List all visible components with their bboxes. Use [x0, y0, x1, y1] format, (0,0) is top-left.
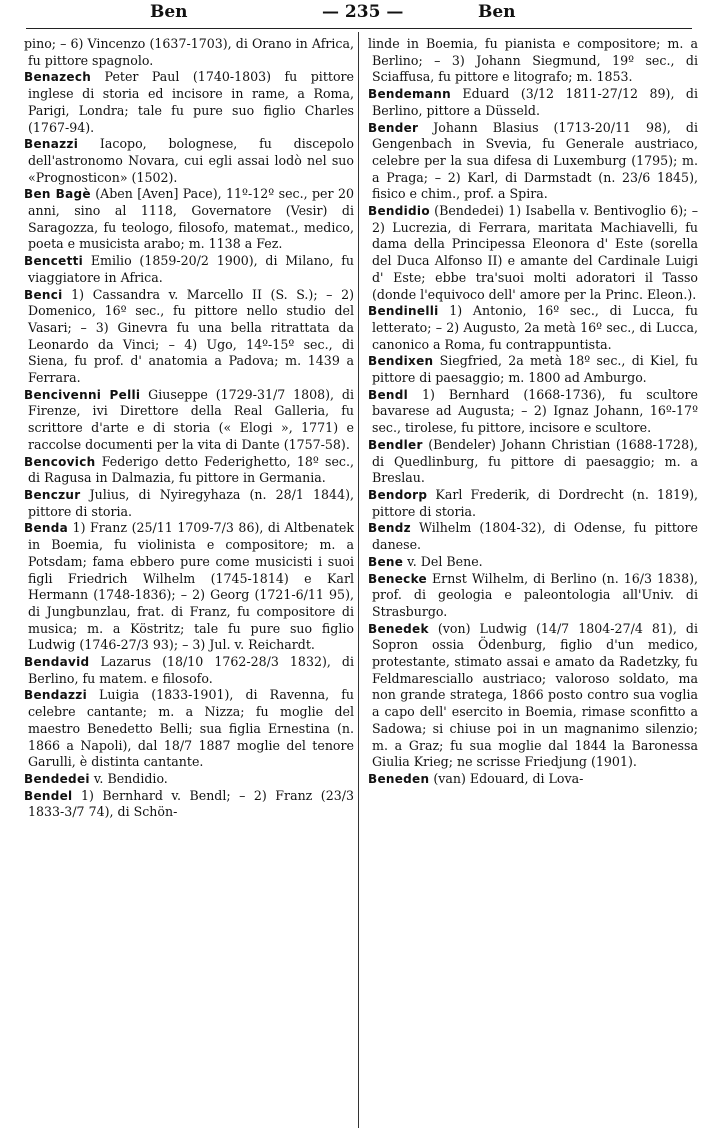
headword: Benda	[24, 521, 69, 536]
entry	[368, 520, 698, 553]
running-head-right: Ben	[478, 2, 516, 22]
entry	[24, 654, 354, 687]
headword: Bendorp	[368, 487, 428, 502]
headword: Benczur	[24, 487, 81, 502]
entry-text: Johann Blasius (1713-20/11 98), di Gengenbach in Svevia, fu Generale austriaco, celebre per la sua difesa di Luxemburg (1795); m. a Praga; – 2) Karl, di Darmstadt (n. 23/6 1845), fisico e chim., prof. a Spira.	[372, 119, 698, 202]
entry-text: (Bendeler) Johann Christian (1688-1728), di Quedlinburg, fu pittore di paesaggio; m. a Breslau.	[372, 436, 698, 486]
entry-text: 1) Franz (25/11 1709-7/3 86), di Altbenatek in Boemia, fu violinista e compositore; m. a Potsdam; fama ebbero pure come musicisti i suoi figli Friedrich Wilhelm (1745-1814) e Karl Hermann (1748-1836); – 2) Georg (1721-6/11 95), di Jungbunzlau, frat. di Franz, fu compositore di musica; m. a Köstritz; tale fu pure suo figlio Ludwig (1746-27/3 93); – 3) Jul. v. Reichardt.	[28, 520, 354, 653]
left-column	[24, 36, 354, 1130]
headword: Bendemann	[368, 87, 451, 102]
entry-text: 1) Antonio, 16º sec., di Lucca, fu letterato; – 2) Augusto, 2a metà 16º sec., di Lucca, canonico a Roma, fu contrappuntista.	[372, 303, 698, 352]
entry-text: 1) Cassandra v. Marcello II (S. S.); – 2) Domenico, 16º sec., fu pittore nello studio del Vasari; – 3) Ginevra fu una bella ritrattata da Leonardo da Vinci; – 4) Ugo, 14º-15º sec., di Siena, fu prof. d' anatomia a Padova; m. 1439 a Ferrara.	[28, 286, 354, 386]
headword: Bendel	[24, 788, 73, 803]
entry-text: Lazarus (18/10 1762-28/3 1832), di Berlino, fu matem. e filosofo.	[28, 654, 354, 686]
entry-text: v. Bendidio.	[89, 770, 168, 786]
headword: Bendazzi	[24, 688, 87, 703]
entry	[24, 253, 354, 286]
entry	[368, 387, 698, 437]
headword: Bene	[368, 554, 404, 569]
entry	[368, 303, 698, 353]
headword: Bendz	[368, 521, 411, 536]
entry-text: Luigia (1833-1901), di Ravenna, fu celebre cantante; m. a Nizza; fu moglie del maestro Benedetto Belli; sua figlia Ernestina (n. 1866 a Napoli), dal 18/7 1887 moglie del tenore Garulli, è distinta cantante.	[28, 687, 354, 770]
headword: Benedek	[368, 621, 429, 636]
headword: Bendidio	[368, 204, 430, 219]
entry-text: 1) Bernhard v. Bendl; – 2) Franz (23/3 1833-3/7 74), di Schön-	[28, 787, 354, 820]
entry	[24, 69, 354, 136]
column-divider	[358, 32, 359, 1128]
entry-text: Iacopo, bolognese, fu discepolo dell'astronomo Novara, cui egli assai lodò nel suo «Prognosticon» (1502).	[28, 136, 354, 185]
entry-text: Peter Paul (1740-1803) fu pittore inglese di storia ed incisore in rame, a Roma, Parigi, Londra; tale fu pure suo figlio Charles (1767-94).	[28, 69, 354, 135]
page-header	[0, 0, 718, 28]
entry	[368, 353, 698, 386]
entry	[368, 571, 698, 621]
entry-text: (Aben [Aven] Pace), 11º-12º sec., per 20 anni, sino al 1118, Governatore (Vesir) di Saragozza, fu teologo, filosofo, matemat., medico, poeta e musicista arabo; m. 1138 a Fez.	[28, 186, 354, 252]
running-head-left: Ben	[150, 2, 188, 22]
headword: Bendedei	[24, 771, 90, 786]
entry-text: v. Del Bene.	[403, 553, 483, 569]
right-column	[368, 36, 698, 1130]
entry-text: Emilio (1859-20/2 1900), di Milano, fu viaggiatore in Africa.	[28, 253, 354, 285]
entry-text: Siegfried, 2a metà 18º sec., di Kiel, fu pittore di paesaggio; m. 1800 ad Amburgo.	[372, 353, 698, 386]
headword: Beneden	[368, 771, 430, 786]
entry	[368, 203, 698, 303]
headword: Benci	[24, 287, 63, 302]
headword: Bendinelli	[368, 304, 439, 319]
entry-text: (Bendedei) 1) Isabella v. Bentivoglio 6); – 2) Lucrezia, di Ferrara, maritata Machiavelli, fu dama della Principessa Eleonora d' Este (sorella del Duca Alfonso II) e amante del Cardinale Luigi d' Este; ebbe tra'suoi molti adoratori il Tasso (donde l'equivoco dell' amore per la Princ. Eleon.).	[372, 203, 698, 302]
entry	[24, 487, 354, 520]
headword: Bendavid	[24, 655, 90, 670]
entry	[24, 771, 354, 788]
headword: Bencivenni Pelli	[24, 387, 141, 402]
entry	[24, 136, 354, 186]
headword: Ben Bagè	[24, 187, 91, 202]
entry	[24, 520, 354, 654]
headword: Bendler	[368, 437, 423, 452]
entry-text: Wilhelm (1804-32), di Odense, fu pittore danese.	[372, 520, 698, 553]
entry	[368, 771, 698, 788]
entry-text: linde in Boemia, fu pianista e compositore; m. a Berlino; – 3) Johann Siegmund, 19º sec., di Sciaffusa, fu pittore e litografo; m. 1853.	[368, 36, 698, 85]
entry	[368, 554, 698, 571]
entry-text: Ernst Wilhelm, di Berlino (n. 16/3 1838), prof. di geologia e paleontologia all'Univ. di Strasburgo.	[372, 570, 698, 619]
entry-text: pino; – 6) Vincenzo (1637-1703), di Orano in Africa, fu pittore spagnolo.	[24, 36, 354, 68]
entry-text: Giuseppe (1729-31/7 1808), di Firenze, ivi Direttore della Real Galleria, fu scrittore d'arte e di storia (« Elogi », 1771) e raccolse documenti per la vita di Dante (1757-58).	[28, 386, 354, 452]
entry-text: (von) Ludwig (14/7 1804-27/4 81), di Sopron ossia Ödenburg, figlio d'un medico, protestante, stimato assai e amato da Radetzky, fu Feldmaresciallo austriaco; valoroso soldato, ma non grande stratega, 1866 posto contro sua voglia a capo dell' esercito in Boemia, rimase sconfitto a Sadowa; si chiuse poi in un magnanimo silenzio; m. a Graz; fu sua moglie dal 1844 la Baronessa Giulia Krieg; ne scrisse Friedjung (1901).	[372, 620, 698, 770]
entry	[368, 437, 698, 487]
headword: Bendixen	[368, 354, 434, 369]
entry	[368, 621, 698, 771]
entry	[368, 86, 698, 119]
headword: Benazech	[24, 70, 92, 85]
entry-text: Julius, di Nyiregyhaza (n. 28/1 1844), pittore di storia.	[28, 486, 354, 519]
headword: Bendl	[368, 387, 409, 402]
entry-text: (van) Edouard, di Lova-	[429, 770, 584, 786]
entry	[24, 36, 354, 69]
entry	[368, 487, 698, 520]
entry-text: 1) Bernhard (1668-1736), fu scultore bavarese ad Augusta; – 2) Ignaz Johann, 16º-17º sec., tirolese, fu pittore, incisore e scultore.	[372, 386, 698, 436]
headword: Bencovich	[24, 454, 96, 469]
header-rule	[26, 28, 692, 29]
headword: Bencetti	[24, 254, 84, 269]
entry-text: Eduard (3/12 1811-27/12 89), di Berlino, pittore a Düsseld.	[372, 86, 698, 118]
entry	[24, 186, 354, 253]
headword: Benecke	[368, 571, 427, 586]
entry-text: Federigo detto Federighetto, 18º sec., di Ragusa in Dalmazia, fu pittore in Germania.	[28, 453, 354, 486]
page-number: — 235 —	[322, 2, 404, 22]
entry	[24, 387, 354, 454]
entry	[368, 120, 698, 204]
headword: Bender	[368, 120, 419, 135]
entry	[24, 687, 354, 771]
entry	[24, 788, 354, 821]
entry	[24, 287, 354, 387]
headword: Benazzi	[24, 137, 79, 152]
entry	[368, 36, 698, 86]
entry	[24, 454, 354, 487]
entry-text: Karl Frederik, di Dordrecht (n. 1819), pittore di storia.	[372, 486, 698, 519]
